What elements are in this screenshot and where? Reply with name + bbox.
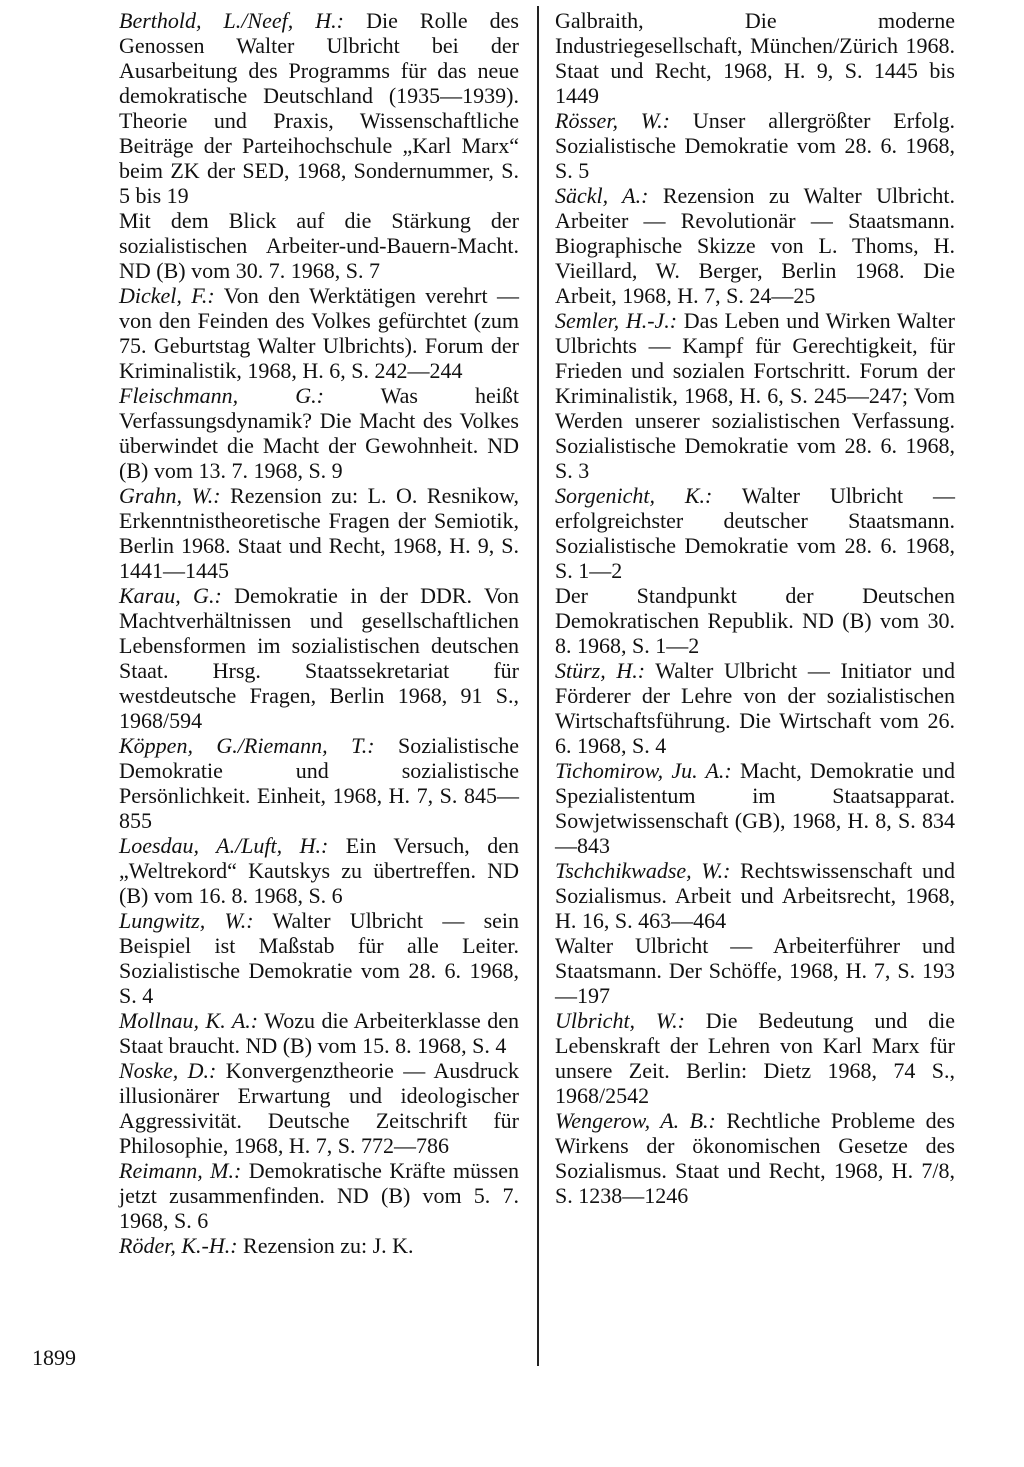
- bibliography-entry: [119, 1233, 519, 1258]
- entry-author: Stürz, H.:: [555, 658, 646, 683]
- entry-author: Lungwitz, W.:: [119, 908, 254, 933]
- column-divider: [537, 6, 539, 1366]
- entry-author: Tichomirow, Ju. A.:: [555, 758, 732, 783]
- entry-author: Säckl, A.:: [555, 183, 649, 208]
- bibliography-entry: [119, 908, 519, 1008]
- entry-text: Was heißt Verfassungsdynamik? Die Macht des Volkes überwindet die Macht der Gewohnheit. ND (B) vom 13. 7. 1968, S. 9: [119, 383, 519, 483]
- bibliography-entry: [555, 758, 955, 858]
- entry-author: Dickel, F.:: [119, 283, 215, 308]
- entry-text: Galbraith, Die moderne Industriegesellschaft, München/Zürich 1968. Staat und Recht, 1968, H. 9, S. 1445 bis 1449: [555, 8, 955, 108]
- bibliography-entry: [119, 1058, 519, 1158]
- bibliography-entry: [119, 1158, 519, 1233]
- entry-text: Macht, Demokratie und Spezialistentum im Staatsapparat. Sowjetwissenschaft (GB), 1968, H. 8, S. 834—843: [555, 758, 955, 858]
- entry-author: Noske, D.:: [119, 1058, 217, 1083]
- bibliography-entry: [555, 658, 955, 758]
- bibliography-entry: [119, 483, 519, 583]
- entry-author: Wengerow, A. B.:: [555, 1108, 716, 1133]
- entry-text: Die Bedeutung und die Lebenskraft der Lehren von Karl Marx für unsere Zeit. Berlin: Dietz 1968, 74 S., 1968/2542: [555, 1008, 955, 1108]
- entry-text: Wozu die Arbeiterklasse den Staat braucht. ND (B) vom 15. 8. 1968, S. 4: [119, 1008, 519, 1058]
- entry-text: Demokratie in der DDR. Von Machtverhältnissen und gesellschaftlichen Lebensformen im sozialistischen deutschen Staat. Hrsg. Staatssekretariat für westdeutsche Fragen, Berlin 1968, 91 S., 1968/594: [119, 583, 520, 733]
- bibliography-entry: [119, 583, 519, 733]
- entry-text: Rezension zu Walter Ulbricht. Arbeiter — Revolutionär — Staatsmann. Biographische Skizze von L. Thoms, H. Vieillard, W. Berger, Berlin 1968. Die Arbeit, 1968, H. 7, S. 24—25: [555, 183, 955, 308]
- bibliography-entry: [555, 8, 955, 108]
- entry-text: Rechtswissenschaft und Sozialismus. Arbeit und Arbeitsrecht, 1968, H. 16, S. 463—464: [555, 858, 955, 933]
- page-number: 1899: [32, 1345, 76, 1370]
- entry-text: Unser allergrößter Erfolg. Sozialistische Demokratie vom 28. 6. 1968, S. 5: [555, 108, 955, 183]
- entry-text: Walter Ulbricht — sein Beispiel ist Maßstab für alle Leiter. Sozialistische Demokratie vom 28. 6. 1968, S. 4: [119, 908, 520, 1008]
- bibliography-entry: [555, 858, 955, 933]
- bibliography-entry: [555, 583, 955, 658]
- entry-text: Sozialistische Demokratie und sozialistische Persönlichkeit. Einheit, 1968, H. 7, S. 845—855: [119, 733, 519, 833]
- bibliography-entry: [555, 183, 955, 308]
- bibliography-entry: [119, 833, 519, 908]
- entry-text: Ein Versuch, den „Weltrekord“ Kautskys zu übertreffen. ND (B) vom 16. 8. 1968, S. 6: [119, 833, 520, 908]
- bibliography-entry: [555, 933, 955, 1008]
- entry-author: Loesdau, A./Luft, H.:: [119, 833, 329, 858]
- bibliography-entry: [555, 1108, 955, 1208]
- bibliography-entry: [555, 308, 955, 483]
- entry-text: Konvergenztheorie — Ausdruck illusionärer Erwartung und ideologischer Aggressivität. Deutsche Zeitschrift für Philosophie, 1968, H. 7, S. 772—786: [119, 1058, 519, 1158]
- entry-author: Mollnau, K. A.:: [119, 1008, 259, 1033]
- entry-author: Reimann, M.:: [119, 1158, 242, 1183]
- entry-text: Die Rolle des Genossen Walter Ulbricht bei der Ausarbeitung des Programms für das neue demokratische Deutschland (1935—1939). Theorie und Praxis, Wissenschaftliche Beiträge der Parteihochschule „Karl Marx“ beim ZK der SED, 1968, Sondernummer, S. 5 bis 19: [119, 8, 519, 208]
- entry-text: Der Standpunkt der Deutschen Demokratischen Republik. ND (B) vom 30. 8. 1968, S. 1—2: [555, 583, 955, 658]
- bibliography-entry: [555, 483, 955, 583]
- bibliography-entry: [555, 1008, 955, 1108]
- entry-text: Demokratische Kräfte müssen jetzt zusammenfinden. ND (B) vom 5. 7. 1968, S. 6: [119, 1158, 520, 1233]
- entry-author: Tschchikwadse, W.:: [555, 858, 731, 883]
- entry-author: Semler, H.-J.:: [555, 308, 678, 333]
- entry-author: Rösser, W.:: [555, 108, 670, 133]
- entry-text: Walter Ulbricht — Initiator und Förderer der Lehre von der sozialistischen Wirtschaftsführung. Die Wirtschaft vom 26. 6. 1968, S. 4: [555, 658, 955, 758]
- bibliography-entry: [119, 1008, 519, 1058]
- entry-author: Sorgenicht, K.:: [555, 483, 713, 508]
- entry-author: Köppen, G./Riemann, T.:: [119, 733, 375, 758]
- entry-text: Walter Ulbricht — Arbeiterführer und Staatsmann. Der Schöffe, 1968, H. 7, S. 193—197: [555, 933, 955, 1008]
- entry-text: Rezension zu: L. O. Resnikow, Erkenntnistheoretische Fragen der Semiotik, Berlin 1968. Staat und Recht, 1968, H. 9, S. 1441—1445: [119, 483, 519, 583]
- entry-text: Das Leben und Wirken Walter Ulbrichts — Kampf für Gerechtigkeit, für Frieden und sozialen Fortschritt. Forum der Kriminalistik, 1968, H. 6, S. 245—247; Vom Werden unserer sozialistischen Verfassung. Sozialistische Demokratie vom 28. 6. 1968, S. 3: [555, 308, 955, 483]
- left-column: [119, 8, 519, 1258]
- bibliography-entry: [119, 283, 519, 383]
- bibliography-entry: [119, 383, 519, 483]
- entry-author: Fleischmann, G.:: [119, 383, 324, 408]
- entry-author: Berthold, L./Neef, H.:: [119, 8, 345, 33]
- bibliography-entry: [119, 8, 519, 208]
- entry-text: Walter Ulbricht — erfolgreichster deutscher Staatsmann. Sozialistische Demokratie vom 28. 6. 1968, S. 1—2: [555, 483, 955, 583]
- entry-author: Ulbricht, W.:: [555, 1008, 685, 1033]
- entry-text: Mit dem Blick auf die Stärkung der sozialistischen Arbeiter-und-Bauern-Macht. ND (B) vom 30. 7. 1968, S. 7: [119, 208, 519, 283]
- entry-text: Rezension zu: J. K.: [243, 1233, 414, 1258]
- bibliography-entry: [119, 208, 519, 283]
- entry-author: Grahn, W.:: [119, 483, 221, 508]
- entry-author: Karau, G.:: [119, 583, 222, 608]
- entry-author: Röder, K.-H.:: [119, 1233, 238, 1258]
- entry-text: Rechtliche Probleme des Wirkens der ökonomischen Gesetze des Sozialismus. Staat und Recht, 1968, H. 7/8, S. 1238—1246: [555, 1108, 955, 1208]
- bibliography-entry: [119, 733, 519, 833]
- bibliography-entry: [555, 108, 955, 183]
- right-column: [555, 8, 955, 1208]
- entry-text: Von den Werktätigen verehrt — von den Feinden des Volkes gefürchtet (zum 75. Geburtstag Walter Ulbrichts). Forum der Kriminalistik, 1968, H. 6, S. 242—244: [119, 283, 519, 383]
